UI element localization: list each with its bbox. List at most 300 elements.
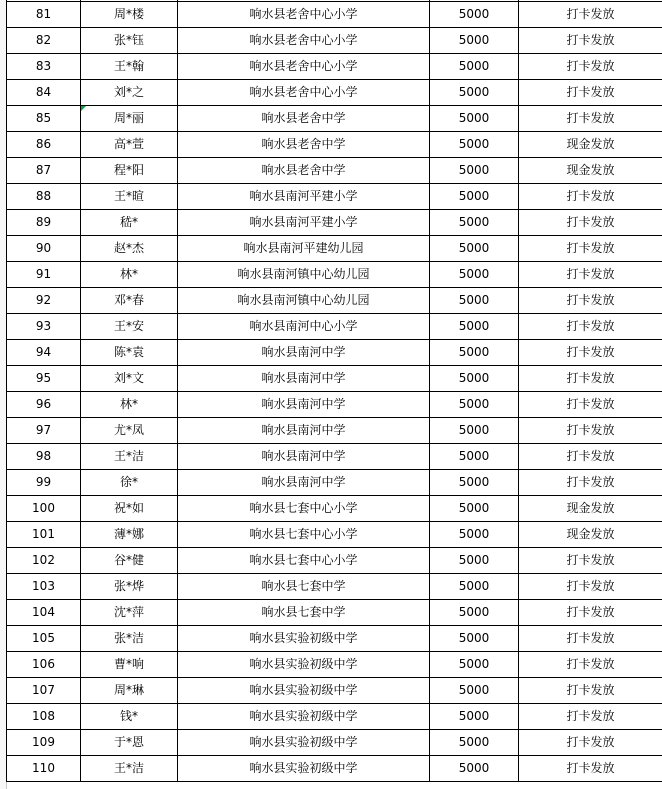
row-number-text: 97 xyxy=(35,423,52,437)
name-text: 周*楼 xyxy=(113,7,144,21)
cell-amount[interactable] xyxy=(430,288,519,314)
name-text: 高*萱 xyxy=(113,137,144,151)
cell-row-number[interactable] xyxy=(7,574,81,600)
table-row-94 xyxy=(7,340,662,366)
name-text: 刘*文 xyxy=(113,371,144,385)
school-text: 响水县实验初级中学 xyxy=(249,631,358,645)
cell-amount[interactable] xyxy=(430,444,519,470)
row-number-text: 85 xyxy=(35,111,52,125)
cell-amount[interactable] xyxy=(430,80,519,106)
cell-payment-method[interactable] xyxy=(519,574,662,600)
payment-method-text: 打卡发放 xyxy=(566,293,615,307)
subsidy-table xyxy=(6,0,662,782)
amount-text: 5000 xyxy=(458,657,490,671)
row-number-text: 106 xyxy=(32,657,55,671)
cell-payment-method[interactable] xyxy=(519,470,662,496)
payment-method-text: 打卡发放 xyxy=(566,59,615,73)
school-text: 响水县南河中学 xyxy=(261,345,346,359)
cell-payment-method[interactable] xyxy=(519,2,662,28)
cell-payment-method[interactable] xyxy=(519,340,662,366)
table-row-83 xyxy=(7,54,662,80)
cell-name[interactable] xyxy=(81,158,178,184)
cell-name[interactable] xyxy=(81,652,178,678)
cell-school[interactable] xyxy=(178,54,430,80)
school-text: 响水县实验初级中学 xyxy=(249,683,358,697)
table-row-109 xyxy=(7,730,662,756)
row-number-text: 89 xyxy=(35,215,52,229)
cell-amount[interactable] xyxy=(430,28,519,54)
row-number-text: 90 xyxy=(35,241,52,255)
table-row-98 xyxy=(7,444,662,470)
cell-row-number[interactable] xyxy=(7,340,81,366)
table-row-105 xyxy=(7,626,662,652)
table-row-102 xyxy=(7,548,662,574)
cell-amount[interactable] xyxy=(430,470,519,496)
cell-amount[interactable] xyxy=(430,756,519,782)
cell-payment-method[interactable] xyxy=(519,158,662,184)
cell-amount[interactable] xyxy=(430,236,519,262)
cell-row-number[interactable] xyxy=(7,652,81,678)
cell-payment-method[interactable] xyxy=(519,28,662,54)
cell-amount[interactable] xyxy=(430,54,519,80)
row-number-text: 87 xyxy=(35,163,52,177)
row-number-text: 96 xyxy=(35,397,52,411)
amount-text: 5000 xyxy=(458,163,490,177)
cell-payment-method[interactable] xyxy=(519,184,662,210)
cell-payment-method[interactable] xyxy=(519,652,662,678)
row-number-text: 100 xyxy=(32,501,55,515)
table-row-88 xyxy=(7,184,662,210)
school-text: 响水县南河中心小学 xyxy=(249,319,358,333)
payment-method-text: 打卡发放 xyxy=(566,475,615,489)
payment-method-text: 现金发放 xyxy=(566,527,615,541)
table-row-87 xyxy=(7,158,662,184)
row-number-text: 94 xyxy=(35,345,52,359)
payment-method-text: 打卡发放 xyxy=(566,657,615,671)
school-text: 响水县老舍中心小学 xyxy=(249,85,358,99)
name-text: 曹*响 xyxy=(113,657,144,671)
cell-row-number[interactable] xyxy=(7,626,81,652)
cell-name[interactable] xyxy=(81,314,178,340)
cell-name[interactable] xyxy=(81,418,178,444)
cell-school[interactable] xyxy=(178,418,430,444)
cell-name[interactable] xyxy=(81,704,178,730)
school-text: 响水县七套中学 xyxy=(261,579,346,593)
cell-name[interactable] xyxy=(81,522,178,548)
row-number-text: 93 xyxy=(35,319,52,333)
cell-school[interactable] xyxy=(178,522,430,548)
payment-method-text: 现金发放 xyxy=(566,163,615,177)
amount-text: 5000 xyxy=(458,371,490,385)
row-number-text: 108 xyxy=(32,709,55,723)
cell-row-number[interactable] xyxy=(7,106,81,132)
cell-row-number[interactable] xyxy=(7,314,81,340)
amount-text: 5000 xyxy=(458,397,490,411)
amount-text: 5000 xyxy=(458,137,490,151)
row-number-text: 95 xyxy=(35,371,52,385)
cell-amount[interactable] xyxy=(430,184,519,210)
cell-school[interactable] xyxy=(178,366,430,392)
name-text: 程*阳 xyxy=(113,163,144,177)
amount-text: 5000 xyxy=(458,449,490,463)
cell-name[interactable] xyxy=(81,600,178,626)
cell-payment-method[interactable] xyxy=(519,392,662,418)
amount-text: 5000 xyxy=(458,527,490,541)
cell-amount[interactable] xyxy=(430,522,519,548)
table-row-82 xyxy=(7,28,662,54)
table-row-104 xyxy=(7,600,662,626)
table-row-86 xyxy=(7,132,662,158)
table-row-106 xyxy=(7,652,662,678)
amount-text: 5000 xyxy=(458,7,490,21)
cell-name[interactable] xyxy=(81,730,178,756)
cell-row-number[interactable] xyxy=(7,28,81,54)
row-number-text: 99 xyxy=(35,475,52,489)
cell-name[interactable] xyxy=(81,184,178,210)
name-text: 王*翰 xyxy=(113,59,144,73)
cell-row-number[interactable] xyxy=(7,496,81,522)
cell-row-number[interactable] xyxy=(7,756,81,782)
cell-amount[interactable] xyxy=(430,210,519,236)
cell-amount[interactable] xyxy=(430,392,519,418)
table-row-96 xyxy=(7,392,662,418)
name-text: 林* xyxy=(119,267,138,281)
cell-name[interactable] xyxy=(81,236,178,262)
cell-row-number[interactable] xyxy=(7,54,81,80)
payment-method-text: 打卡发放 xyxy=(566,7,615,21)
cell-amount[interactable] xyxy=(430,340,519,366)
cell-amount[interactable] xyxy=(430,418,519,444)
cell-amount[interactable] xyxy=(430,496,519,522)
school-text: 响水县老舍中心小学 xyxy=(249,7,358,21)
name-text: 沈*萍 xyxy=(113,605,144,619)
cell-row-number[interactable] xyxy=(7,392,81,418)
cell-name[interactable] xyxy=(81,2,178,28)
row-number-text: 105 xyxy=(32,631,55,645)
amount-text: 5000 xyxy=(458,267,490,281)
row-number-text: 102 xyxy=(32,553,55,567)
table-row-101 xyxy=(7,522,662,548)
cell-school[interactable] xyxy=(178,600,430,626)
name-text: 王*洁 xyxy=(113,449,144,463)
cell-school[interactable] xyxy=(178,704,430,730)
school-text: 响水县实验初级中学 xyxy=(249,657,358,671)
cell-row-number[interactable] xyxy=(7,470,81,496)
school-text: 响水县实验初级中学 xyxy=(249,761,358,775)
cell-payment-method[interactable] xyxy=(519,132,662,158)
table-row-91 xyxy=(7,262,662,288)
cell-amount[interactable] xyxy=(430,730,519,756)
cell-payment-method[interactable] xyxy=(519,236,662,262)
cell-payment-method[interactable] xyxy=(519,366,662,392)
row-number-text: 109 xyxy=(32,735,55,749)
table-row-95 xyxy=(7,366,662,392)
cell-school[interactable] xyxy=(178,626,430,652)
school-text: 响水县老舍中学 xyxy=(261,111,346,125)
payment-method-text: 打卡发放 xyxy=(566,683,615,697)
school-text: 响水县南河中学 xyxy=(261,423,346,437)
school-text: 响水县七套中心小学 xyxy=(249,527,358,541)
name-text: 张*烨 xyxy=(113,579,144,593)
name-text: 王*暄 xyxy=(113,189,144,203)
cell-school[interactable] xyxy=(178,574,430,600)
cell-payment-method[interactable] xyxy=(519,262,662,288)
payment-method-text: 打卡发放 xyxy=(566,605,615,619)
cell-amount[interactable] xyxy=(430,366,519,392)
cell-payment-method[interactable] xyxy=(519,548,662,574)
cell-name[interactable] xyxy=(81,54,178,80)
amount-text: 5000 xyxy=(458,423,490,437)
cell-amount[interactable] xyxy=(430,132,519,158)
cell-name[interactable] xyxy=(81,288,178,314)
cell-payment-method[interactable] xyxy=(519,106,662,132)
cell-school[interactable] xyxy=(178,340,430,366)
cell-school[interactable] xyxy=(178,444,430,470)
amount-text: 5000 xyxy=(458,85,490,99)
cell-school[interactable] xyxy=(178,652,430,678)
comment-marker-icon xyxy=(81,106,86,111)
cell-school[interactable] xyxy=(178,132,430,158)
row-number-text: 81 xyxy=(35,7,52,21)
school-text: 响水县南河中学 xyxy=(261,475,346,489)
name-text: 张*钰 xyxy=(113,33,144,47)
cell-school[interactable] xyxy=(178,106,430,132)
cell-amount[interactable] xyxy=(430,262,519,288)
name-text: 周*丽 xyxy=(113,111,144,125)
amount-text: 5000 xyxy=(458,501,490,515)
cell-school[interactable] xyxy=(178,392,430,418)
cell-amount[interactable] xyxy=(430,626,519,652)
cell-amount[interactable] xyxy=(430,678,519,704)
amount-text: 5000 xyxy=(458,683,490,697)
cell-payment-method[interactable] xyxy=(519,704,662,730)
table-row-89 xyxy=(7,210,662,236)
cell-payment-method[interactable] xyxy=(519,600,662,626)
cell-name[interactable] xyxy=(81,262,178,288)
cell-school[interactable] xyxy=(178,80,430,106)
cell-payment-method[interactable] xyxy=(519,678,662,704)
cell-amount[interactable] xyxy=(430,314,519,340)
cell-name[interactable] xyxy=(81,626,178,652)
school-text: 响水县南河平建小学 xyxy=(249,215,358,229)
row-number-text: 88 xyxy=(35,189,52,203)
table-row-81 xyxy=(7,2,662,28)
cell-row-number[interactable] xyxy=(7,678,81,704)
cell-school[interactable] xyxy=(178,184,430,210)
cell-school[interactable] xyxy=(178,28,430,54)
table-row-107 xyxy=(7,678,662,704)
payment-method-text: 打卡发放 xyxy=(566,397,615,411)
name-text: 于*恩 xyxy=(113,735,144,749)
row-number-text: 98 xyxy=(35,449,52,463)
cell-payment-method[interactable] xyxy=(519,522,662,548)
name-text: 尤*凤 xyxy=(113,423,144,437)
cell-school[interactable] xyxy=(178,2,430,28)
row-number-text: 101 xyxy=(32,527,55,541)
school-text: 响水县老舍中心小学 xyxy=(249,59,358,73)
table-row-100 xyxy=(7,496,662,522)
payment-method-text: 打卡发放 xyxy=(566,449,615,463)
cell-school[interactable] xyxy=(178,678,430,704)
cell-payment-method[interactable] xyxy=(519,80,662,106)
cell-row-number[interactable] xyxy=(7,132,81,158)
school-text: 响水县老舍中学 xyxy=(261,163,346,177)
school-text: 响水县七套中心小学 xyxy=(249,553,358,567)
cell-amount[interactable] xyxy=(430,652,519,678)
cell-name[interactable] xyxy=(81,366,178,392)
cell-payment-method[interactable] xyxy=(519,210,662,236)
name-text: 张*洁 xyxy=(113,631,144,645)
cell-name[interactable] xyxy=(81,678,178,704)
cell-row-number[interactable] xyxy=(7,600,81,626)
cell-payment-method[interactable] xyxy=(519,496,662,522)
cell-name[interactable] xyxy=(81,80,178,106)
cell-school[interactable] xyxy=(178,210,430,236)
cell-name[interactable] xyxy=(81,756,178,782)
cell-amount[interactable] xyxy=(430,2,519,28)
row-number-text: 83 xyxy=(35,59,52,73)
amount-text: 5000 xyxy=(458,709,490,723)
cell-row-number[interactable] xyxy=(7,730,81,756)
cell-name[interactable] xyxy=(81,106,178,132)
cell-row-number[interactable] xyxy=(7,210,81,236)
cell-payment-method[interactable] xyxy=(519,444,662,470)
cell-row-number[interactable] xyxy=(7,184,81,210)
cell-amount[interactable] xyxy=(430,106,519,132)
amount-text: 5000 xyxy=(458,319,490,333)
school-text: 响水县老舍中心小学 xyxy=(249,33,358,47)
cell-name[interactable] xyxy=(81,392,178,418)
cell-school[interactable] xyxy=(178,314,430,340)
payment-method-text: 打卡发放 xyxy=(566,553,615,567)
amount-text: 5000 xyxy=(458,475,490,489)
cell-amount[interactable] xyxy=(430,704,519,730)
cell-row-number[interactable] xyxy=(7,704,81,730)
cell-name[interactable] xyxy=(81,574,178,600)
cell-amount[interactable] xyxy=(430,548,519,574)
school-text: 响水县七套中学 xyxy=(261,605,346,619)
cell-name[interactable] xyxy=(81,444,178,470)
cell-school[interactable] xyxy=(178,548,430,574)
cell-row-number[interactable] xyxy=(7,418,81,444)
payment-method-text: 打卡发放 xyxy=(566,33,615,47)
cell-payment-method[interactable] xyxy=(519,418,662,444)
table-row-93 xyxy=(7,314,662,340)
school-text: 响水县南河中学 xyxy=(261,397,346,411)
payment-method-text: 打卡发放 xyxy=(566,709,615,723)
cell-amount[interactable] xyxy=(430,158,519,184)
amount-text: 5000 xyxy=(458,631,490,645)
cell-row-number[interactable] xyxy=(7,2,81,28)
amount-text: 5000 xyxy=(458,111,490,125)
cell-name[interactable] xyxy=(81,470,178,496)
cell-school[interactable] xyxy=(178,470,430,496)
amount-text: 5000 xyxy=(458,293,490,307)
name-text: 王*安 xyxy=(113,319,144,333)
cell-payment-method[interactable] xyxy=(519,756,662,782)
amount-text: 5000 xyxy=(458,761,490,775)
table-row-92 xyxy=(7,288,662,314)
payment-method-text: 打卡发放 xyxy=(566,371,615,385)
name-text: 林* xyxy=(119,397,138,411)
row-number-text: 107 xyxy=(32,683,55,697)
amount-text: 5000 xyxy=(458,345,490,359)
cell-amount[interactable] xyxy=(430,574,519,600)
cell-school[interactable] xyxy=(178,236,430,262)
cell-name[interactable] xyxy=(81,496,178,522)
amount-text: 5000 xyxy=(458,189,490,203)
school-text: 响水县南河中学 xyxy=(261,449,346,463)
cell-row-number[interactable] xyxy=(7,548,81,574)
school-text: 响水县南河镇中心幼儿园 xyxy=(237,293,370,307)
cell-school[interactable] xyxy=(178,158,430,184)
payment-method-text: 打卡发放 xyxy=(566,735,615,749)
payment-method-text: 打卡发放 xyxy=(566,267,615,281)
row-number-text: 84 xyxy=(35,85,52,99)
cell-name[interactable] xyxy=(81,28,178,54)
cell-row-number[interactable] xyxy=(7,80,81,106)
cell-name[interactable] xyxy=(81,132,178,158)
payment-method-text: 打卡发放 xyxy=(566,111,615,125)
school-text: 响水县实验初级中学 xyxy=(249,735,358,749)
cell-name[interactable] xyxy=(81,210,178,236)
cell-payment-method[interactable] xyxy=(519,626,662,652)
payment-method-text: 打卡发放 xyxy=(566,319,615,333)
cell-payment-method[interactable] xyxy=(519,314,662,340)
table-row-84 xyxy=(7,80,662,106)
cell-row-number[interactable] xyxy=(7,366,81,392)
name-text: 谷*健 xyxy=(113,553,144,567)
school-text: 响水县南河中学 xyxy=(261,371,346,385)
name-text: 周*琳 xyxy=(113,683,144,697)
amount-text: 5000 xyxy=(458,579,490,593)
name-text: 赵*杰 xyxy=(113,241,144,255)
cell-row-number[interactable] xyxy=(7,236,81,262)
name-text: 陈*袁 xyxy=(113,345,144,359)
row-number-text: 110 xyxy=(32,761,55,775)
payment-method-text: 打卡发放 xyxy=(566,631,615,645)
payment-method-text: 现金发放 xyxy=(566,137,615,151)
payment-method-text: 现金发放 xyxy=(566,501,615,515)
cell-school[interactable] xyxy=(178,730,430,756)
cell-row-number[interactable] xyxy=(7,262,81,288)
cell-payment-method[interactable] xyxy=(519,288,662,314)
cell-amount[interactable] xyxy=(430,600,519,626)
cell-row-number[interactable] xyxy=(7,444,81,470)
payment-method-text: 打卡发放 xyxy=(566,345,615,359)
payment-method-text: 打卡发放 xyxy=(566,241,615,255)
school-text: 响水县南河平建幼儿园 xyxy=(243,241,364,255)
cell-row-number[interactable] xyxy=(7,158,81,184)
table-row-99 xyxy=(7,470,662,496)
name-text: 邓*春 xyxy=(113,293,144,307)
amount-text: 5000 xyxy=(458,553,490,567)
cell-name[interactable] xyxy=(81,548,178,574)
cell-payment-method[interactable] xyxy=(519,730,662,756)
cell-row-number[interactable] xyxy=(7,522,81,548)
table-row-103 xyxy=(7,574,662,600)
cell-payment-method[interactable] xyxy=(519,54,662,80)
cell-school[interactable] xyxy=(178,262,430,288)
cell-row-number[interactable] xyxy=(7,288,81,314)
cell-school[interactable] xyxy=(178,756,430,782)
cell-school[interactable] xyxy=(178,496,430,522)
amount-text: 5000 xyxy=(458,59,490,73)
cell-school[interactable] xyxy=(178,288,430,314)
cell-name[interactable] xyxy=(81,340,178,366)
row-number-text: 104 xyxy=(32,605,55,619)
table-body xyxy=(7,0,662,782)
